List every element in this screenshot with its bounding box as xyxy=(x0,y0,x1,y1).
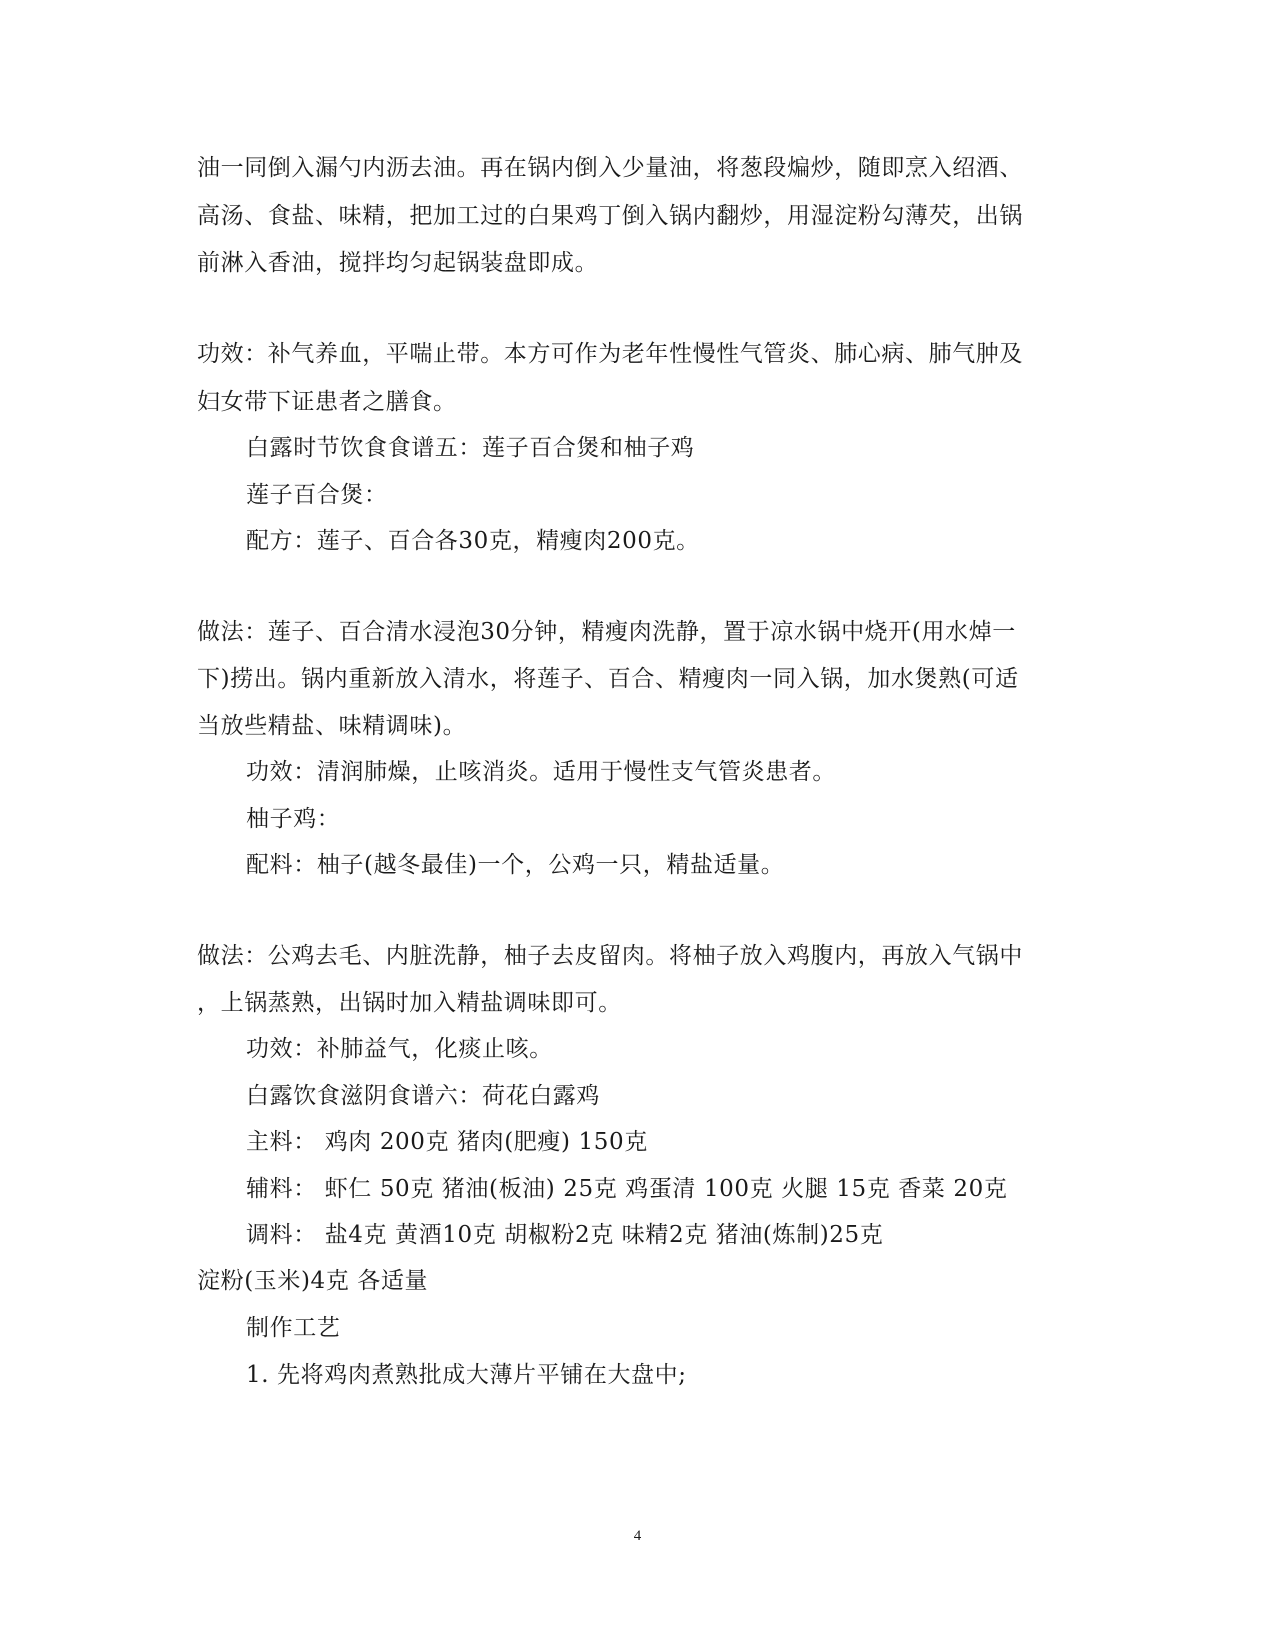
paragraph-line: 当放些精盐、味精调味)。 xyxy=(197,713,467,739)
section-heading: 制作工艺 xyxy=(246,1315,341,1341)
main-ingredients-line: 主料： 鸡肉 200克 猪肉(肥瘦) 150克 xyxy=(246,1129,648,1155)
paragraph-line: 功效：补气养血，平喘止带。本方可作为老年性慢性气管炎、肺心病、肺气肿及 xyxy=(197,341,1023,367)
step-item: 1. 先将鸡肉煮熟批成大薄片平铺在大盘中; xyxy=(246,1362,687,1388)
ingredients-line: 配方：莲子、百合各30克，精瘦肉200克。 xyxy=(246,528,700,554)
recipe-heading: 白露饮食滋阴食谱六：荷花白露鸡 xyxy=(246,1083,600,1109)
paragraph-line: 做法：莲子、百合清水浸泡30分钟，精瘦肉洗静，置于凉水锅中烧开(用水焯一 xyxy=(197,619,1016,645)
dish-name: 柚子鸡： xyxy=(246,806,341,832)
page-number: 4 xyxy=(633,1528,642,1544)
paragraph-line: 下)捞出。锅内重新放入清水，将莲子、百合、精瘦肉一同入锅，加水煲熟(可适 xyxy=(197,666,1019,692)
auxiliary-ingredients-line: 辅料： 虾仁 50克 猪油(板油) 25克 鸡蛋清 100克 火腿 15克 香菜 20克 xyxy=(246,1176,1008,1202)
effect-line: 功效：清润肺燥，止咳消炎。适用于慢性支气管炎患者。 xyxy=(246,759,836,785)
paragraph-line: 妇女带下证患者之膳食。 xyxy=(197,389,457,415)
paragraph-line: ，上锅蒸熟，出锅时加入精盐调味即可。 xyxy=(197,990,622,1016)
paragraph-line: 油一同倒入漏勺内沥去油。再在锅内倒入少量油，将葱段煸炒，随即烹入绍酒、 xyxy=(197,155,1023,181)
recipe-heading: 白露时节饮食食谱五：莲子百合煲和柚子鸡 xyxy=(246,435,695,461)
ingredients-line: 配料：柚子(越冬最佳)一个，公鸡一只，精盐适量。 xyxy=(246,852,785,878)
dish-name: 莲子百合煲： xyxy=(246,482,388,508)
seasoning-line: 调料： 盐4克 黄酒10克 胡椒粉2克 味精2克 猪油(炼制)25克 xyxy=(246,1222,884,1248)
effect-line: 功效：补肺益气，化痰止咳。 xyxy=(246,1036,553,1062)
paragraph-line: 前淋入香油，搅拌均匀起锅装盘即成。 xyxy=(197,250,599,276)
paragraph-line: 高汤、食盐、味精，把加工过的白果鸡丁倒入锅内翻炒，用湿淀粉勾薄芡，出锅 xyxy=(197,203,1023,229)
seasoning-continuation-line: 淀粉(玉米)4克 各适量 xyxy=(197,1268,429,1294)
paragraph-line: 做法：公鸡去毛、内脏洗静，柚子去皮留肉。将柚子放入鸡腹内，再放入气锅中 xyxy=(197,943,1023,969)
